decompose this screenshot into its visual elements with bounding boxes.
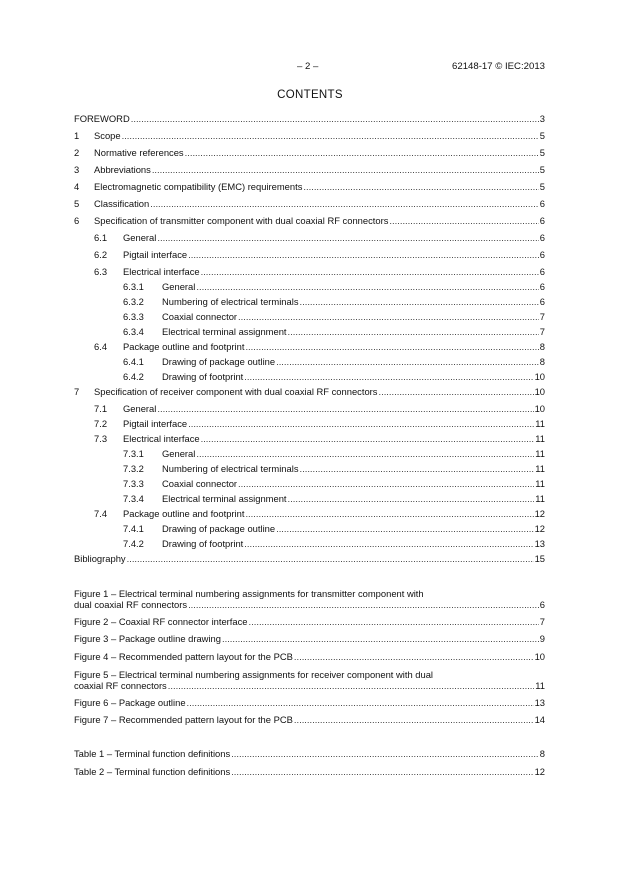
figure-entry[interactable]: coaxial RF connectors ..... 11 — [74, 680, 545, 692]
figure-entry-line1: Figure 5 – Electrical terminal numbering assignments for receiver component with dual — [74, 669, 434, 680]
toc-entry[interactable]: 7.3.4 Electrical terminal assignment ..... 11 — [123, 493, 545, 505]
toc-entry[interactable]: 6.4.1 Drawing of package outline ..... 8 — [123, 356, 545, 368]
toc-entry-bibliography[interactable]: Bibliography ..... 15 — [74, 553, 545, 565]
toc-entry[interactable]: 6.4.2 Drawing of footprint ..... 10 — [123, 371, 545, 383]
toc-entry[interactable]: 6.2 Pigtail interface ..... 6 — [94, 249, 545, 261]
toc-entry[interactable]: 7.4.1 Drawing of package outline ..... 12 — [123, 523, 545, 535]
toc-entry[interactable]: 6.3.4 Electrical terminal assignment ..... 7 — [123, 326, 545, 338]
toc-entry[interactable]: 6 Specification of transmitter component with dual coaxial RF connectors ..... 6 — [74, 215, 545, 227]
toc-entry[interactable]: 7.2 Pigtail interface ..... 11 — [94, 418, 545, 430]
toc-entry[interactable]: 6.3.3 Coaxial connector ..... 7 — [123, 311, 545, 323]
toc-entry[interactable]: 7.4.2 Drawing of footprint ..... 13 — [123, 538, 545, 550]
figure-entry[interactable]: Figure 2 – Coaxial RF connector interface ..... 7 — [74, 616, 545, 628]
toc-entry[interactable]: 6.3.1 General ..... 6 — [123, 281, 545, 293]
figure-entry-line1: Figure 1 – Electrical terminal numbering assignments for transmitter component with — [74, 588, 424, 599]
toc-entry[interactable]: 7.1 General ..... 10 — [94, 403, 545, 415]
figure-entry[interactable]: dual coaxial RF connectors ..... 6 — [74, 599, 545, 611]
toc-entry[interactable]: 7.3.3 Coaxial connector ..... 11 — [123, 478, 545, 490]
standard-reference: 62148-17 © IEC:2013 — [452, 61, 545, 72]
toc-entry-foreword[interactable]: FOREWORD ..... 3 — [74, 113, 545, 125]
toc-entry[interactable]: 7.3 Electrical interface ..... 11 — [94, 433, 545, 445]
toc-entry[interactable]: 4 Electromagnetic compatibility (EMC) requirements ..... 5 — [74, 181, 545, 193]
toc-entry[interactable]: 6.3 Electrical interface ..... 6 — [94, 266, 545, 278]
toc-entry[interactable]: 7.3.1 General ..... 11 — [123, 448, 545, 460]
figure-entry[interactable]: Figure 6 – Package outline ..... 13 — [74, 697, 545, 709]
table-entry[interactable]: Table 2 – Terminal function definitions ..... 12 — [74, 766, 545, 778]
page-title: CONTENTS — [277, 89, 343, 101]
toc-entry[interactable]: 7 Specification of receiver component with dual coaxial RF connectors ..... 10 — [74, 386, 545, 398]
toc-entry[interactable]: 7.4 Package outline and footprint ..... 12 — [94, 508, 545, 520]
toc-entry[interactable]: 7.3.2 Numbering of electrical terminals ..... 11 — [123, 463, 545, 475]
toc-entry[interactable]: 1 Scope ..... 5 — [74, 130, 545, 142]
table-entry[interactable]: Table 1 – Terminal function definitions ..... 8 — [74, 748, 545, 760]
figure-entry[interactable]: Figure 7 – Recommended pattern layout for the PCB ..... 14 — [74, 714, 545, 726]
toc-entry[interactable]: 6.4 Package outline and footprint ..... 8 — [94, 341, 545, 353]
figure-entry[interactable]: Figure 4 – Recommended pattern layout for the PCB ..... 10 — [74, 651, 545, 663]
toc-entry[interactable]: 5 Classification ..... 6 — [74, 198, 545, 210]
toc-entry[interactable]: 3 Abbreviations ..... 5 — [74, 164, 545, 176]
toc-entry[interactable]: 6.3.2 Numbering of electrical terminals ..... 6 — [123, 296, 545, 308]
toc-entry[interactable]: 2 Normative references ..... 5 — [74, 147, 545, 159]
page-number: – 2 – — [297, 61, 319, 72]
figure-entry[interactable]: Figure 3 – Package outline drawing ..... 9 — [74, 633, 545, 645]
toc-entry[interactable]: 6.1 General ..... 6 — [94, 232, 545, 244]
